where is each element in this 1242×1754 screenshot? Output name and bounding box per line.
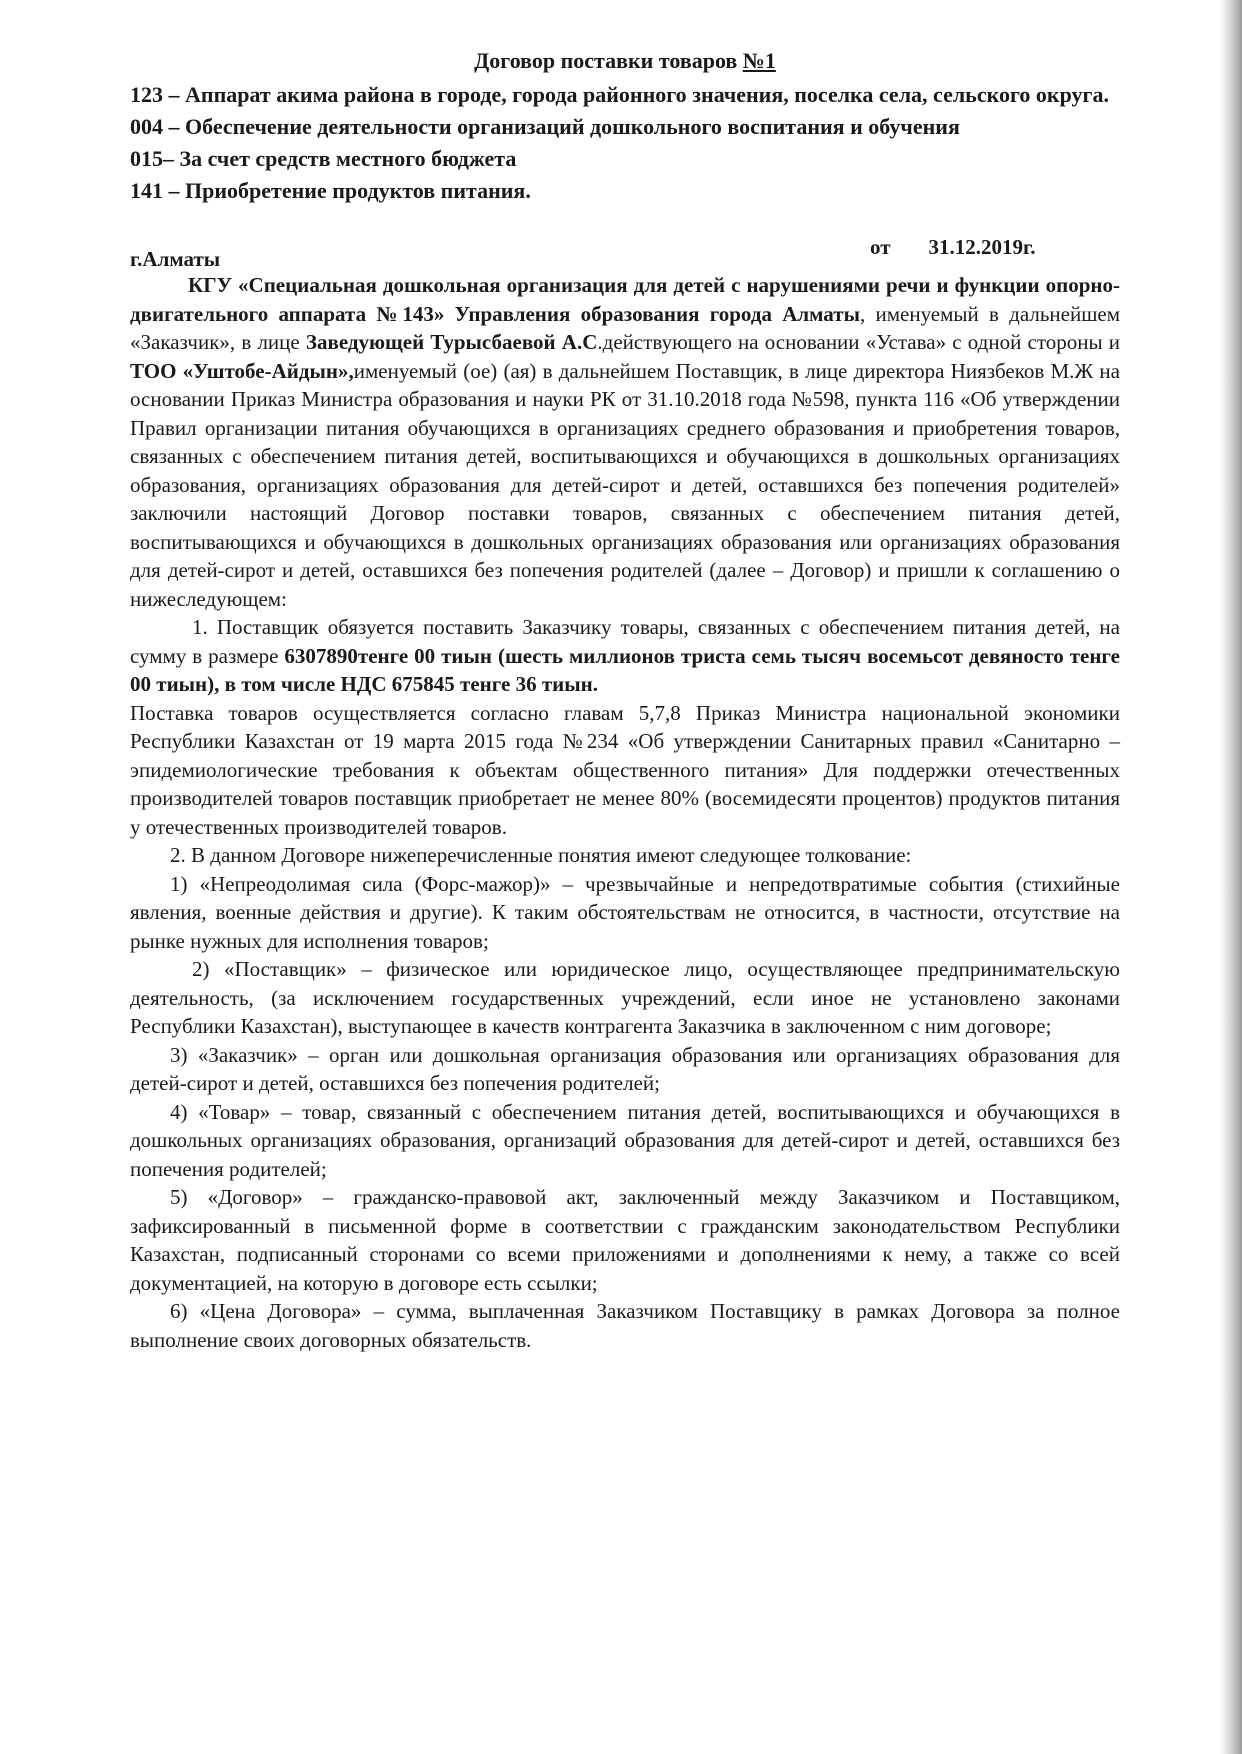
definition-5: 5) «Договор» – гражданско-правовой акт, заключенный между Заказчиком и Поставщиком, зафиксированный в письменной форме в соответствии с гражданским законодательством Республики Казахстан, подписанный сторонами со всеми приложениями и дополнениями к нему, а также со всей документацией, на которую в договоре есть ссылки;	[130, 1185, 1120, 1295]
budget-line-123: 123 – Аппарат акима района в городе, города районного значения, поселка села, сельского округа.	[130, 82, 1110, 107]
clause-2: 2. В данном Договоре нижеперечисленные понятия имеют следующее толкование:	[170, 843, 912, 867]
definition-6: 6) «Цена Договора» – сумма, выплаченная Заказчиком Поставщику в рамках Договора за полное выполнение своих договорных обязательств.	[130, 1299, 1120, 1352]
clause-1: 1. Поставщик обязуется поставить Заказчику товары, связанных с обеспечением питания детей, на сумму в размере 6307890тенге 00 тиын (шесть миллионов триста семь тысяч восемьсот девяносто тенге 00 тиын), в том числе НДС 675845 тенге 36 тиын.	[130, 615, 1121, 696]
date-prefix: от	[870, 235, 891, 259]
city: г.Алматы	[130, 247, 221, 271]
budget-line-015: 015– За счет средств местного бюджета	[130, 146, 517, 171]
preamble-paragraph: КГУ «Специальная дошкольная организация для детей с нарушениями речи и функции опорно- двигательного аппарата №143» Управления образования города Алматы, именуемый в дальнейшем «Заказчик», в лице Заведующей Турысбаевой А.С.действующего на основании «Устава» с одной стороны и ТОО «Уштобе-Айдын»,именуемый (ое) (ая) в дальнейшем Поставщик, в лице директора Ниязбеков М.Ж на основании Приказ Министра образования и науки РК от 31.10.2018 года №598, пункта 116 «Об утверждении Правил организации питания обучающихся в организациях среднего образования и приобретения товаров, связанных с обеспечением питания детей, воспитывающихся и обучающихся в дошкольных организациях образования, организациях образования для детей-сирот и детей, оставшихся без попечения родителей» заключили настоящий Договор поставки товаров, связанных с обеспечением питания детей, воспитывающихся и обучающихся в дошкольных организациях образования или организациях образования для детей-сирот и детей, оставшихся без попечения родителей (далее – Договор) и пришли к соглашению о нижеследующем:	[130, 273, 1120, 611]
date-value: 31.12.2019г.	[928, 235, 1036, 259]
supplier-name: ТОО «Уштобе-Айдын»,	[130, 358, 354, 383]
contract-sum: 6307890тенге 00 тиын (шесть миллионов триста семь тысяч восемьсот девяносто тенге 00 тиын), в том числе НДС 675845 тенге 36 тиын.	[130, 643, 1121, 696]
budget-line-004: 004 – Обеспечение деятельности организаций дошкольного воспитания и обучения	[130, 114, 960, 139]
place-date-line	[130, 235, 1120, 271]
definition-2: 2) «Поставщик» – физическое или юридическое лицо, осуществляющее предпринимательскую деятельность, (за исключением государственных учреждений, если иное не установлено законами Республики Казахстан), выступающее в качеств контрагента Заказчика в заключенном с ним договоре;	[130, 957, 1120, 1038]
definition-3: 3) «Заказчик» – орган или дошкольная организация образования или организациях образования для детей-сирот и детей, оставшихся без попечения родителей;	[130, 1042, 1120, 1095]
title-text: Договор поставки товаров	[474, 48, 743, 73]
document-page	[130, 44, 1120, 1354]
document-title	[130, 44, 1120, 77]
contract-date	[870, 235, 1035, 260]
customer-head: Заведующей Турысбаевой А.С	[305, 330, 598, 354]
delivery-paragraph: Поставка товаров осуществляется согласно главам 5,7,8 Приказ Министра национальной экономики Республики Казахстан от 19 марта 2015 года №234 «Об утверждении Санитарных правил «Санитарно –эпидемиологические требования к объектам общественного питания» Для поддержки отечественных производителей товаров поставщик приобретает не менее 80% (восемидесяти процентов) продуктов питания у отечественных производителей товаров.	[130, 700, 1120, 839]
budget-line-141: 141 – Приобретение продуктов питания.	[130, 178, 531, 203]
title-number: №1	[742, 48, 776, 73]
definition-4: 4) «Товар» – товар, связанный с обеспечением питания детей, воспитывающихся и обучающихся в дошкольных организациях образования, организаций образования для детей-сирот и детей, оставшихся без попечения родителей;	[130, 1099, 1120, 1181]
definition-1: 1) «Непреодолимая сила (Форс-мажор)» – чрезвычайные и непредотвратимые события (стихийные явления, военные действия и другие). К таким обстоятельствам не относится, в частности, отсутствие на рынке нужных для исполнения товаров;	[130, 871, 1120, 953]
scan-edge-shadow	[1220, 0, 1242, 1754]
customer-name: КГУ «Специальная дошкольная организация для детей с нарушениями речи и функции опорно- двигательного аппарата №143» Управления образования города Алматы	[130, 273, 1120, 326]
